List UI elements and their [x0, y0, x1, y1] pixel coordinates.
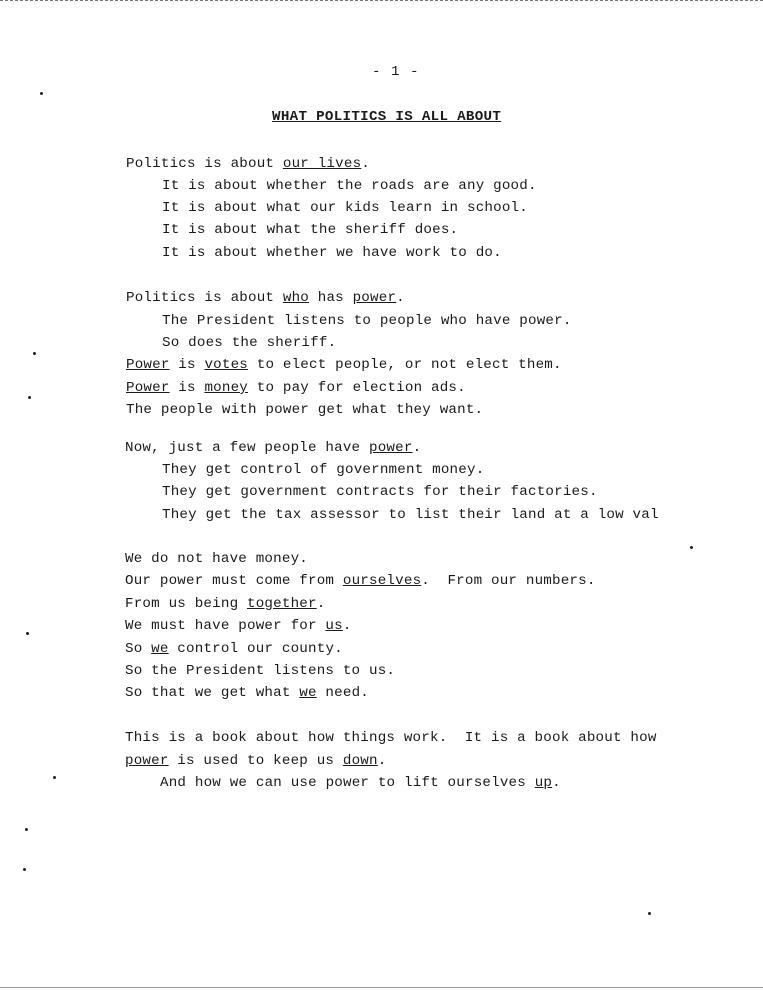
underlined-word: Power: [126, 380, 170, 396]
underlined-word: us: [325, 618, 343, 634]
text-line: [125, 685, 369, 701]
text-line: [125, 730, 657, 746]
text-line: [160, 775, 561, 791]
document-title: WHAT POLITICS IS ALL ABOUT: [272, 109, 502, 125]
text-segment: .: [412, 440, 422, 456]
text-line: [125, 663, 395, 679]
scan-speck: [26, 632, 29, 635]
underlined-word: who: [282, 290, 310, 306]
text-line: [126, 156, 370, 172]
text-segment: They get the tax assessor to list their land at a low val: [162, 507, 659, 523]
text-line: [126, 290, 405, 306]
text-segment: need.: [316, 685, 370, 701]
text-segment: .: [377, 753, 387, 769]
underlined-word: Power: [126, 357, 170, 373]
underlined-word: our lives: [282, 156, 362, 172]
text-line: [125, 551, 308, 567]
text-line: [126, 380, 466, 396]
underlined-word: we: [299, 685, 317, 701]
text-segment: is: [169, 357, 205, 373]
text-segment: .: [316, 596, 326, 612]
text-line: [162, 200, 528, 216]
underlined-word: votes: [204, 357, 249, 373]
text-line: [125, 641, 343, 657]
text-line: [162, 335, 336, 351]
text-segment: They get government contracts for their factories.: [162, 484, 598, 500]
text-segment: So that we get what: [125, 685, 300, 701]
text-segment: .: [396, 290, 405, 306]
underlined-word: ourselves: [342, 573, 422, 589]
scan-speck: [53, 776, 56, 779]
scan-speck: [33, 352, 36, 355]
text-segment: We do not have money.: [125, 551, 308, 567]
text-segment: The President listens to people who have power.: [162, 313, 572, 329]
text-line: [162, 507, 659, 523]
text-segment: They get control of government money.: [162, 462, 485, 478]
text-line: [125, 596, 325, 612]
text-segment: Politics is about: [126, 156, 283, 172]
underlined-word: we: [151, 641, 169, 657]
text-line: [162, 313, 572, 329]
text-line: [162, 222, 458, 238]
text-segment: . From our numbers.: [421, 573, 596, 589]
text-segment: has: [309, 290, 353, 306]
underlined-word: power: [125, 753, 169, 769]
text-segment: .: [342, 618, 352, 634]
scan-speck: [648, 912, 651, 915]
text-segment: So: [125, 641, 152, 657]
text-line: [162, 245, 502, 261]
underlined-word: up: [534, 775, 553, 791]
underlined-word: power: [369, 440, 413, 456]
text-segment: Now, just a few people have: [125, 440, 369, 456]
page-number: - 1 -: [372, 64, 420, 80]
text-segment: From us being: [125, 596, 247, 612]
text-line: [125, 440, 421, 456]
scan-speck: [28, 396, 31, 399]
text-segment: We must have power for: [125, 618, 326, 634]
text-line: [125, 618, 352, 634]
text-segment: It is about whether the roads are any good.: [162, 178, 537, 194]
scan-speck: [23, 868, 26, 871]
underlined-word: power: [352, 290, 397, 306]
text-segment: The people with power get what they want.: [126, 402, 484, 418]
text-segment: So does the sheriff.: [162, 335, 337, 351]
text-line: [125, 753, 386, 769]
text-line: [126, 357, 562, 373]
bottom-rule: [0, 987, 763, 988]
scan-speck: [25, 828, 28, 831]
text-segment: So the President listens to us.: [125, 663, 396, 679]
underlined-word: money: [204, 380, 249, 396]
top-rule: [0, 0, 763, 1]
text-line: [162, 462, 484, 478]
text-segment: And how we can use power to lift ourselves: [160, 775, 535, 791]
text-line: [162, 484, 598, 500]
underlined-word: together: [247, 596, 317, 612]
text-segment: .: [361, 156, 371, 172]
scan-speck: [40, 92, 43, 95]
text-segment: to pay for election ads.: [248, 380, 466, 396]
text-segment: It is about what the sheriff does.: [162, 222, 459, 238]
text-segment: is used to keep us: [168, 753, 343, 769]
text-line: [125, 573, 596, 589]
text-segment: This is a book about how things work. It is a book about how: [125, 730, 657, 746]
text-line: [162, 178, 537, 194]
text-segment: .: [552, 775, 561, 791]
scan-speck: [690, 546, 693, 549]
underlined-word: down: [342, 753, 378, 769]
text-segment: Our power must come from: [125, 573, 343, 589]
text-segment: It is about what our kids learn in school.: [162, 200, 528, 216]
text-segment: is: [169, 380, 205, 396]
text-segment: control our county.: [168, 641, 343, 657]
text-line: [126, 402, 483, 418]
text-segment: It is about whether we have work to do.: [162, 245, 502, 261]
text-segment: Politics is about: [126, 290, 283, 306]
text-segment: to elect people, or not elect them.: [248, 357, 562, 373]
